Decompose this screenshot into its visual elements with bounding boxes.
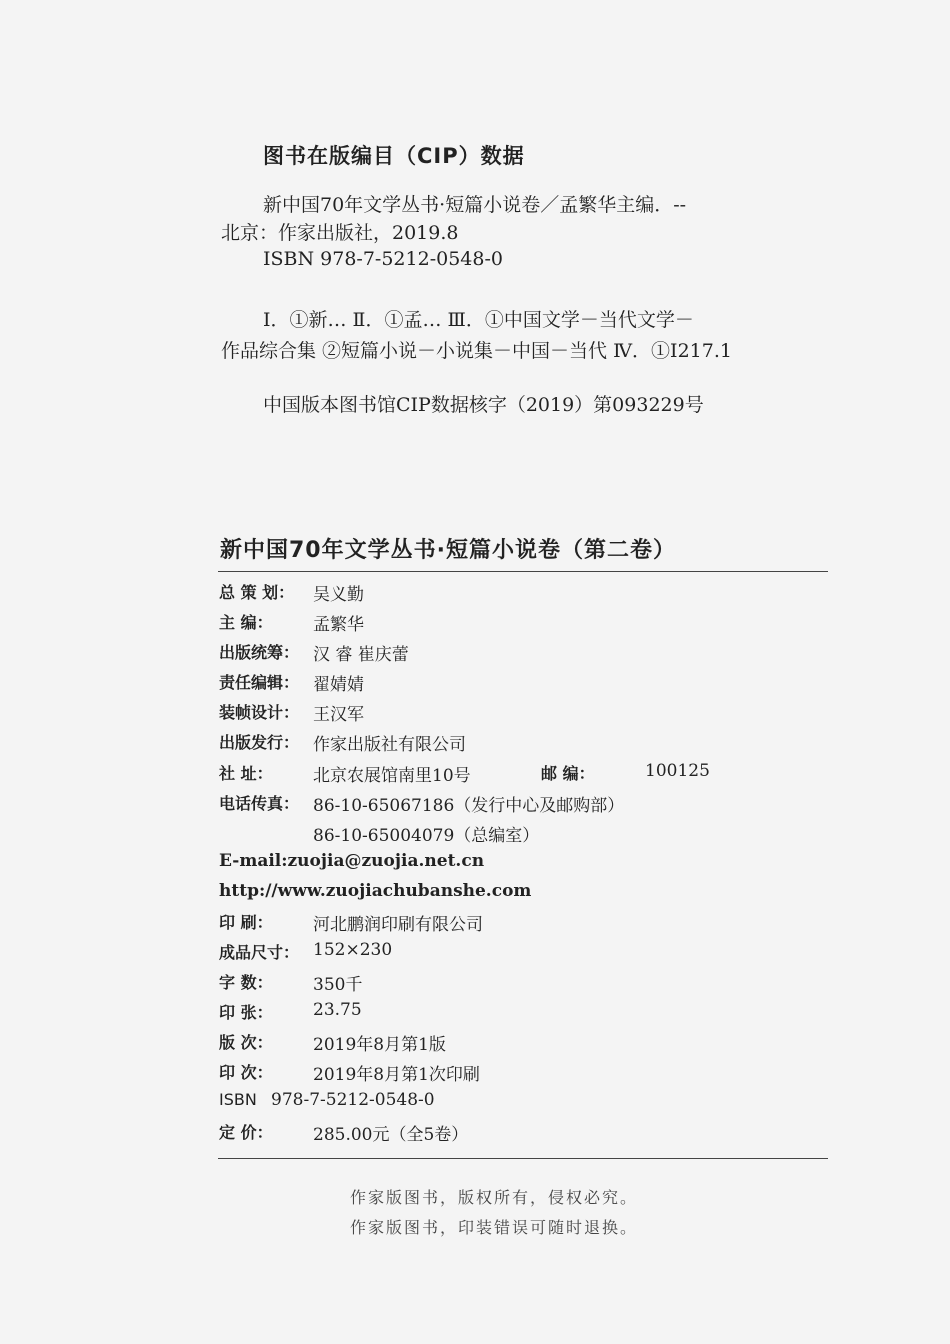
info-value: 23.75: [313, 1000, 362, 1020]
info-label: 主 编：: [219, 613, 273, 632]
info-value: 86-10-65067186（发行中心及邮购部）: [313, 796, 625, 816]
cip-series-line: 新中国70年文学丛书·短篇小说卷／孟繁华主编．--: [263, 194, 687, 216]
info-value: 86-10-65004079（总编室）: [313, 826, 540, 846]
book-title: 新中国70年文学丛书·短篇小说卷（第二卷）: [220, 538, 676, 563]
cip-isbn-line: ISBN 978-7-5212-0548-0: [263, 248, 503, 270]
replacement-notice: 作家版图书，印装错误可随时退换。: [350, 1218, 639, 1237]
info-value: 350千: [313, 975, 363, 995]
info-value: 2019年8月第1次印刷: [313, 1065, 480, 1085]
info-label: 印 张：: [219, 1003, 273, 1022]
top-divider: [218, 571, 828, 572]
copyright-notice: 作家版图书，版权所有，侵权必究。: [350, 1188, 639, 1207]
website-link[interactable]: http://www.zuojiachubanshe.com: [219, 881, 532, 901]
info-label: 出版发行：: [219, 733, 300, 752]
cip-publisher-line: 北京：作家出版社，2019.8: [221, 222, 459, 244]
cip-record-number: 中国版本图书馆CIP数据核字（2019）第093229号: [263, 394, 704, 416]
cip-heading: 图书在版编目（CIP）数据: [263, 144, 525, 168]
info-value: 北京农展馆南里10号: [313, 766, 471, 786]
cip-classification-line-2: 作品综合集 ②短篇小说－小说集－中国－当代 Ⅳ．①I217.1: [221, 340, 732, 362]
isbn-value: 978-7-5212-0548-0: [271, 1090, 435, 1110]
isbn-label: ISBN: [219, 1090, 257, 1109]
info-label: 电话传真：: [219, 794, 300, 813]
info-label: 总 策 划：: [219, 583, 295, 602]
postal-code-label: 邮 编：: [541, 764, 595, 783]
info-label: 责任编辑：: [219, 673, 300, 692]
info-value: 作家出版社有限公司: [313, 735, 466, 755]
info-value: 汉 睿 崔庆蕾: [313, 645, 409, 665]
postal-code-value: 100125: [645, 761, 710, 781]
price-value: 285.00元（全5卷）: [313, 1125, 469, 1145]
info-label: 字 数：: [219, 973, 273, 992]
info-label: 装帧设计：: [219, 703, 300, 722]
info-label: 社 址：: [219, 764, 273, 783]
info-value: 吴义勤: [313, 585, 364, 605]
info-label: 出版统筹：: [219, 643, 300, 662]
cip-classification-line: Ⅰ．①新… Ⅱ．①孟… Ⅲ．①中国文学－当代文学－: [263, 309, 694, 331]
info-label: 印 次：: [219, 1063, 273, 1082]
email-link[interactable]: E-mail:zuojia@zuojia.net.cn: [219, 851, 485, 871]
info-value: 152×230: [313, 940, 393, 960]
info-label: 成品尺寸：: [219, 943, 300, 962]
info-value: 河北鹏润印刷有限公司: [313, 915, 483, 935]
info-value: 王汉军: [313, 705, 364, 725]
price-label: 定 价：: [219, 1123, 273, 1142]
info-label: 印 刷：: [219, 913, 273, 932]
info-value: 2019年8月第1版: [313, 1035, 446, 1055]
info-label: 版 次：: [219, 1033, 273, 1052]
info-value: 孟繁华: [313, 615, 364, 635]
info-value: 翟婧婧: [313, 675, 364, 695]
bottom-divider: [218, 1158, 828, 1159]
